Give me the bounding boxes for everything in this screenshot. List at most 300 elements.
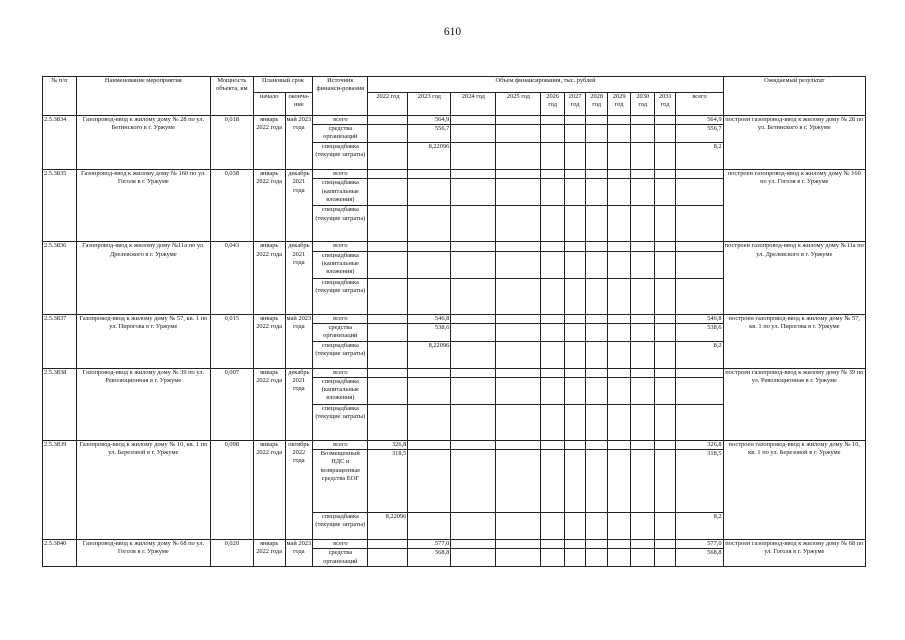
total-value: 568,8 xyxy=(676,549,723,567)
year-value xyxy=(541,251,565,278)
year-value xyxy=(654,549,675,567)
year-value xyxy=(408,378,451,405)
capacity-value: 0,018 xyxy=(210,116,253,170)
year-value xyxy=(541,278,565,314)
year-value: 8,22096 xyxy=(408,341,451,368)
year-value xyxy=(368,378,408,405)
end-date: май 2023 года xyxy=(285,116,313,170)
year-value xyxy=(607,323,631,341)
year-value xyxy=(654,405,675,441)
year-value: 538,6 xyxy=(408,323,451,341)
year-value xyxy=(586,549,607,567)
year-value xyxy=(541,450,565,513)
year-value xyxy=(607,251,631,278)
funding-source: спецнадбавка (капитальные вложения) xyxy=(313,251,368,278)
header-year: 2028 год xyxy=(586,93,607,116)
year-value xyxy=(451,251,496,278)
year-value xyxy=(541,513,565,540)
year-value xyxy=(541,323,565,341)
year-value xyxy=(564,125,585,143)
year-value xyxy=(607,314,631,323)
header-year: 2031 год xyxy=(654,93,675,116)
year-value xyxy=(631,251,655,278)
expected-result: построен газопровод-ввод к жилому дому № 57, кв. 1 по ул. Пирогова в г. Уржуме xyxy=(723,314,865,368)
year-value xyxy=(451,278,496,314)
year-value xyxy=(654,314,675,323)
funding-source: спецнадбавка (текущие затраты) xyxy=(313,405,368,441)
year-value xyxy=(451,125,496,143)
year-value xyxy=(654,368,675,377)
year-value xyxy=(541,441,565,450)
year-value: 8,22096 xyxy=(368,513,408,540)
capacity-value: 0,098 xyxy=(210,441,253,540)
year-value xyxy=(631,242,655,251)
table-row xyxy=(43,314,866,323)
year-value xyxy=(496,251,541,278)
year-value xyxy=(451,206,496,242)
year-value xyxy=(607,441,631,450)
year-value xyxy=(496,513,541,540)
start-date: январь 2022 года xyxy=(253,314,285,368)
expected-result: построен газопровод-ввод к жилому дому № 160 по ул. Гоголя в г. Уржуме xyxy=(723,170,865,242)
year-value xyxy=(564,242,585,251)
funding-source: спецнадбавка (текущие затраты) xyxy=(313,143,368,170)
year-value xyxy=(496,441,541,450)
year-value xyxy=(496,450,541,513)
end-date: май 2023 года xyxy=(285,314,313,368)
funding-source: средства организаций xyxy=(313,549,368,567)
year-value xyxy=(451,378,496,405)
total-value: 8,2 xyxy=(676,143,723,170)
year-value xyxy=(564,441,585,450)
table-row xyxy=(43,242,866,251)
year-value xyxy=(631,116,655,125)
funding-source: Возмещенный НДС и возвращенные средства ЕОГ xyxy=(313,450,368,513)
start-date: январь 2022 года xyxy=(253,170,285,242)
year-value xyxy=(451,314,496,323)
year-value xyxy=(368,368,408,377)
year-value xyxy=(586,378,607,405)
year-value xyxy=(631,450,655,513)
year-value xyxy=(451,549,496,567)
year-value xyxy=(607,125,631,143)
year-value xyxy=(564,170,585,179)
row-number: 2.5.3834 xyxy=(43,116,77,170)
year-value xyxy=(564,143,585,170)
start-date: январь 2022 года xyxy=(253,441,285,540)
funding-source: спецнадбавка (капитальные вложения) xyxy=(313,378,368,405)
year-value xyxy=(564,368,585,377)
year-value xyxy=(564,549,585,567)
year-value xyxy=(631,540,655,549)
year-value xyxy=(564,323,585,341)
year-value xyxy=(408,513,451,540)
year-value xyxy=(586,278,607,314)
year-value xyxy=(607,405,631,441)
year-value xyxy=(654,206,675,242)
year-value xyxy=(654,441,675,450)
event-name: Газопровод-ввод к жилому дому № 160 по ул. Гоголя в г. Уржуме xyxy=(76,170,210,242)
year-value xyxy=(451,405,496,441)
year-value xyxy=(586,143,607,170)
year-value xyxy=(586,323,607,341)
total-value: 556,7 xyxy=(676,125,723,143)
year-value xyxy=(631,125,655,143)
year-value xyxy=(654,450,675,513)
header-year: 2023 год xyxy=(408,93,451,116)
year-value xyxy=(451,540,496,549)
year-value xyxy=(368,540,408,549)
row-number: 2.5.3837 xyxy=(43,314,77,368)
year-value xyxy=(607,179,631,206)
year-value xyxy=(368,143,408,170)
year-value xyxy=(408,450,451,513)
total-value: 8,2 xyxy=(676,513,723,540)
year-value xyxy=(451,368,496,377)
year-value xyxy=(368,323,408,341)
year-value xyxy=(496,323,541,341)
year-value xyxy=(496,125,541,143)
header-year: 2025 год xyxy=(496,93,541,116)
year-value xyxy=(368,125,408,143)
end-date: октябрь 2022 года xyxy=(285,441,313,540)
start-date: январь 2022 года xyxy=(253,242,285,314)
year-value xyxy=(607,341,631,368)
year-value xyxy=(631,378,655,405)
year-value xyxy=(564,540,585,549)
year-value: 546,8 xyxy=(408,314,451,323)
funding-source: средства организаций xyxy=(313,323,368,341)
year-value xyxy=(607,278,631,314)
header-period: Плановый срок xyxy=(253,77,312,93)
year-value xyxy=(631,278,655,314)
year-value xyxy=(451,341,496,368)
table-body xyxy=(43,116,866,567)
year-value xyxy=(541,378,565,405)
year-value xyxy=(631,405,655,441)
year-value xyxy=(564,314,585,323)
year-value xyxy=(496,549,541,567)
funding-source: спецнадбавка (текущие затраты) xyxy=(313,513,368,540)
expected-result: построен газопровод-ввод к жилому дому №11а по ул. Дрелевского в г. Уржуме xyxy=(723,242,865,314)
funding-source: спецнадбавка (текущие затраты) xyxy=(313,341,368,368)
total-value: 538,6 xyxy=(676,323,723,341)
year-value xyxy=(451,323,496,341)
year-value xyxy=(564,513,585,540)
year-value xyxy=(654,341,675,368)
total-value: 564,9 xyxy=(676,116,723,125)
year-value xyxy=(408,170,451,179)
year-value xyxy=(564,450,585,513)
header-num: № п/п xyxy=(43,77,77,116)
year-value xyxy=(586,368,607,377)
funding-source: всего xyxy=(313,170,368,179)
year-value xyxy=(586,251,607,278)
total-value xyxy=(676,405,723,441)
header-capacity: Мощность объекта, км xyxy=(210,77,253,116)
year-value xyxy=(451,116,496,125)
year-value: 318,5 xyxy=(368,450,408,513)
year-value xyxy=(631,206,655,242)
header-source: Источник финанси-рования xyxy=(313,77,368,116)
year-value xyxy=(564,116,585,125)
year-value xyxy=(586,170,607,179)
capacity-value: 0,020 xyxy=(210,540,253,567)
capacity-value: 0,015 xyxy=(210,314,253,368)
year-value xyxy=(541,116,565,125)
year-value xyxy=(631,341,655,368)
year-value xyxy=(368,251,408,278)
year-value xyxy=(541,125,565,143)
header-year: 2030 год xyxy=(631,93,655,116)
year-value xyxy=(368,179,408,206)
year-value xyxy=(586,116,607,125)
row-number: 2.5.3835 xyxy=(43,170,77,242)
total-value xyxy=(676,179,723,206)
row-number: 2.5.3840 xyxy=(43,540,77,567)
year-value xyxy=(496,278,541,314)
year-value xyxy=(586,242,607,251)
funding-source: спецнадбавка (текущие затраты) xyxy=(313,206,368,242)
event-name: Газопровод-ввод к жилому дому №11а по ул. Дрелевского в г. Уржуме xyxy=(76,242,210,314)
year-value xyxy=(368,242,408,251)
year-value xyxy=(654,378,675,405)
year-value: 8,22096 xyxy=(408,143,451,170)
year-value xyxy=(496,378,541,405)
year-value xyxy=(368,206,408,242)
funding-source: средства организаций xyxy=(313,125,368,143)
year-value xyxy=(541,179,565,206)
year-value xyxy=(496,314,541,323)
year-value: 556,7 xyxy=(408,125,451,143)
year-value xyxy=(607,170,631,179)
year-value: 326,8 xyxy=(368,441,408,450)
year-value xyxy=(408,368,451,377)
year-value xyxy=(496,170,541,179)
year-value xyxy=(586,206,607,242)
total-value: 318,5 xyxy=(676,450,723,513)
funding-source: всего xyxy=(313,242,368,251)
year-value xyxy=(586,513,607,540)
header-start: начало xyxy=(253,93,285,116)
year-value xyxy=(541,242,565,251)
row-number: 2.5.3838 xyxy=(43,368,77,440)
year-value xyxy=(451,242,496,251)
year-value xyxy=(607,378,631,405)
year-value xyxy=(496,143,541,170)
year-value xyxy=(496,540,541,549)
year-value xyxy=(631,314,655,323)
end-date: декабрь 2021 года xyxy=(285,242,313,314)
end-date: декабрь 2021 года xyxy=(285,368,313,440)
year-value xyxy=(451,179,496,206)
header-name: Наименование мероприятия xyxy=(76,77,210,116)
year-value xyxy=(496,341,541,368)
total-value xyxy=(676,378,723,405)
year-value xyxy=(654,323,675,341)
year-value xyxy=(451,441,496,450)
year-value xyxy=(496,116,541,125)
event-name: Газопровод-ввод к жилому дому № 28 по ул. Бетинского в г. Уржуме xyxy=(76,116,210,170)
year-value xyxy=(368,405,408,441)
header-year: 2024 год xyxy=(451,93,496,116)
expected-result: построен газопровод-ввод к жилому дому № 39 по ул. Революционная в г. Уржуме xyxy=(723,368,865,440)
table-row xyxy=(43,170,866,179)
year-value xyxy=(541,170,565,179)
capacity-value: 0,043 xyxy=(210,242,253,314)
table-row xyxy=(43,116,866,125)
total-value xyxy=(676,206,723,242)
year-value xyxy=(631,323,655,341)
year-value xyxy=(564,251,585,278)
funding-source: спецнадбавка (текущие затраты) xyxy=(313,278,368,314)
year-value xyxy=(631,179,655,206)
year-value xyxy=(541,549,565,567)
year-value xyxy=(586,125,607,143)
year-value xyxy=(564,378,585,405)
start-date: январь 2022 года xyxy=(253,540,285,567)
year-value xyxy=(564,405,585,441)
total-value xyxy=(676,170,723,179)
expected-result: построен газопровод-ввод к жилому дому № 68 по ул. Гоголя в г. Уржуме xyxy=(723,540,865,567)
year-value xyxy=(654,116,675,125)
year-value xyxy=(586,405,607,441)
year-value xyxy=(586,341,607,368)
year-value xyxy=(607,116,631,125)
total-value xyxy=(676,251,723,278)
year-value xyxy=(541,314,565,323)
year-value xyxy=(586,179,607,206)
expected-result: построен газопровод-ввод к жилому дому № 10, кв. 1 по ул. Березовой в г. Уржуме xyxy=(723,441,865,540)
year-value xyxy=(654,170,675,179)
event-name: Газопровод-ввод к жилому дому № 68 по ул. Гоголя в г. Уржуме xyxy=(76,540,210,567)
year-value xyxy=(607,206,631,242)
header-year: 2022 год xyxy=(368,93,408,116)
header-year: 2027 год xyxy=(564,93,585,116)
year-value xyxy=(451,143,496,170)
year-value xyxy=(368,549,408,567)
year-value xyxy=(607,549,631,567)
year-value xyxy=(564,341,585,368)
year-value xyxy=(496,179,541,206)
header-end: оконча-ние xyxy=(285,93,313,116)
year-value: 564,9 xyxy=(408,116,451,125)
event-name: Газопровод-ввод к жилому дому № 10, кв. 1 по ул. Березовой в г. Уржуме xyxy=(76,441,210,540)
start-date: январь 2022 года xyxy=(253,116,285,170)
year-value xyxy=(408,251,451,278)
total-value: 326,8 xyxy=(676,441,723,450)
funding-source: всего xyxy=(313,116,368,125)
table-row xyxy=(43,540,866,549)
year-value xyxy=(451,170,496,179)
year-value xyxy=(451,513,496,540)
year-value xyxy=(631,368,655,377)
year-value xyxy=(541,143,565,170)
year-value xyxy=(607,143,631,170)
funding-source: всего xyxy=(313,314,368,323)
end-date: май 2023 года xyxy=(285,540,313,567)
total-value xyxy=(676,278,723,314)
capacity-value: 0,007 xyxy=(210,368,253,440)
year-value xyxy=(631,549,655,567)
year-value xyxy=(607,450,631,513)
financing-table xyxy=(42,76,866,567)
year-value xyxy=(564,206,585,242)
year-value xyxy=(607,242,631,251)
total-value xyxy=(676,368,723,377)
year-value xyxy=(541,368,565,377)
total-value: 577,0 xyxy=(676,540,723,549)
year-value xyxy=(586,540,607,549)
year-value xyxy=(654,540,675,549)
year-value xyxy=(654,179,675,206)
year-value xyxy=(408,405,451,441)
year-value xyxy=(451,450,496,513)
year-value xyxy=(496,368,541,377)
year-value xyxy=(368,278,408,314)
year-value xyxy=(564,278,585,314)
year-value xyxy=(408,278,451,314)
expected-result: построен газопровод-ввод к жилому дому № 28 по ул. Бетинского в г. Уржуме xyxy=(723,116,865,170)
year-value xyxy=(368,341,408,368)
year-value xyxy=(586,450,607,513)
year-value xyxy=(368,314,408,323)
header-result: Ожидаемый результат xyxy=(723,77,865,116)
end-date: декабрь 2021 года xyxy=(285,170,313,242)
year-value xyxy=(654,125,675,143)
year-value xyxy=(631,170,655,179)
year-value xyxy=(368,170,408,179)
year-value xyxy=(607,513,631,540)
year-value xyxy=(496,405,541,441)
row-number: 2.5.3836 xyxy=(43,242,77,314)
year-value xyxy=(368,116,408,125)
funding-source: спецнадбавка (капитальные вложения) xyxy=(313,179,368,206)
year-value xyxy=(496,242,541,251)
header-year: 2029 год xyxy=(607,93,631,116)
year-value xyxy=(654,251,675,278)
year-value xyxy=(541,405,565,441)
year-value xyxy=(408,179,451,206)
header-year: 2026 год xyxy=(541,93,565,116)
table-row xyxy=(43,368,866,377)
total-value xyxy=(676,242,723,251)
header-year-total: всего xyxy=(676,93,723,116)
year-value xyxy=(654,143,675,170)
year-value xyxy=(541,206,565,242)
year-value xyxy=(541,540,565,549)
year-value xyxy=(586,314,607,323)
year-value xyxy=(631,441,655,450)
event-name: Газопровод-ввод к жилому дому № 39 по ул. Революционная в г. Уржуме xyxy=(76,368,210,440)
year-value xyxy=(408,441,451,450)
header-volume: Объем финансирования, тыс. рублей xyxy=(368,77,723,93)
year-value: 577,0 xyxy=(408,540,451,549)
year-value xyxy=(408,242,451,251)
event-name: Газопровод-ввод к жилому дому № 57, кв. 1 по ул. Пирогова в г. Уржуме xyxy=(76,314,210,368)
page-number: 610 xyxy=(443,26,462,38)
row-number: 2.5.3839 xyxy=(43,441,77,540)
year-value: 568,8 xyxy=(408,549,451,567)
funding-source: всего xyxy=(313,368,368,377)
year-value xyxy=(654,513,675,540)
funding-source: всего xyxy=(313,441,368,450)
year-value xyxy=(496,206,541,242)
funding-source: всего xyxy=(313,540,368,549)
capacity-value: 0,038 xyxy=(210,170,253,242)
year-value xyxy=(631,143,655,170)
year-value xyxy=(564,179,585,206)
